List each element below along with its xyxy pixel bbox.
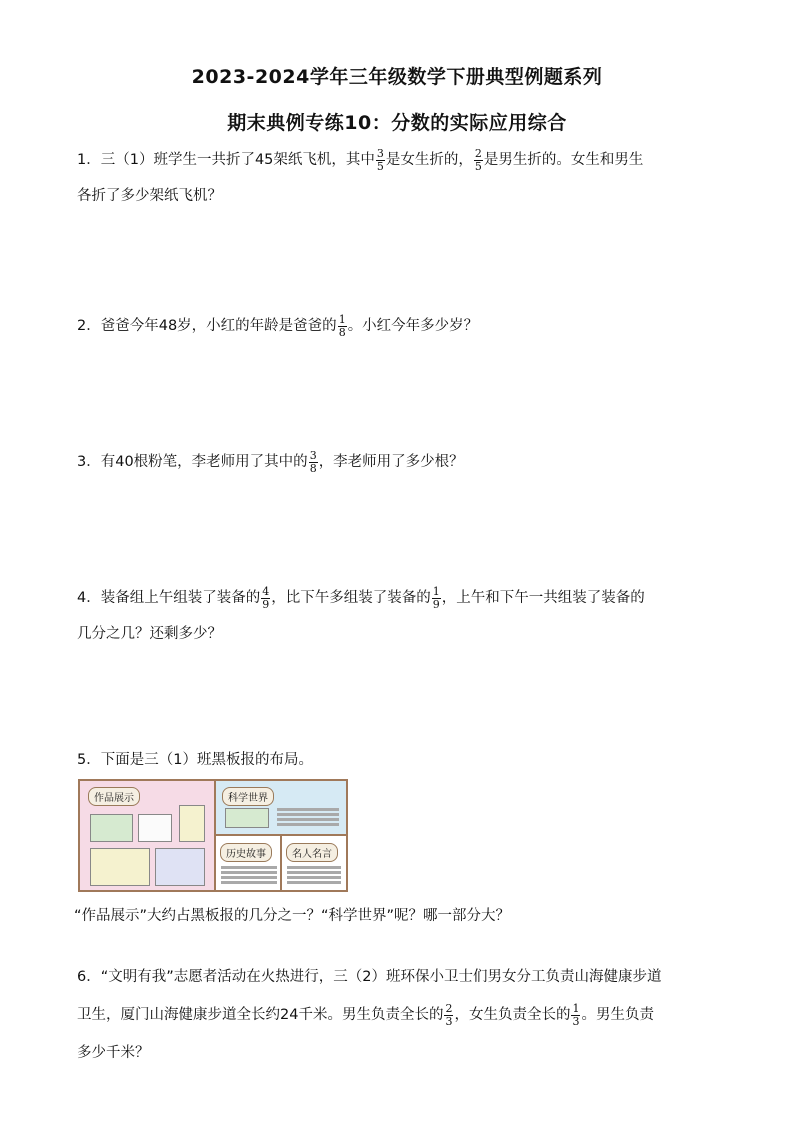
fraction: $\frac{3}{8}$ (309, 448, 317, 475)
fraction: $\frac{1}{8}$ (338, 312, 346, 339)
question-1-line-1: 1．三（1）班学生一共折了45架纸飞机，其中 $\frac{3}{5}$ 是女生折的， $\frac{2}{5}$ 是男生折的。女生和男生 (77, 146, 644, 173)
question-5-intro: 5．下面是三（1）班黑板报的布局。 (77, 752, 313, 768)
question-6 (77, 958, 727, 1072)
text-lines (277, 808, 339, 828)
question-4-line-2: 几分之几？还剩多少？ (77, 626, 222, 642)
fraction: $\frac{2}{5}$ (474, 146, 482, 173)
history-stories-tag: 历史故事 (220, 843, 272, 862)
question-3: 3．有40根粉笔，李老师用了其中的 $\frac{3}{8}$ ，李老师用了多少根？ (77, 448, 464, 475)
fraction: $\frac{2}{3}$ (445, 1001, 453, 1028)
document-subtitle: 期末典例专练10：分数的实际应用综合 (227, 112, 567, 134)
display-block (138, 814, 172, 842)
famous-quotes-panel (282, 836, 346, 890)
famous-quotes-tag: 名人名言 (286, 843, 338, 862)
science-world-panel (216, 781, 346, 836)
question-2: 2．爸爸今年48岁，小红的年龄是爸爸的 $\frac{1}{8}$ 。小红今年多少岁？ (77, 312, 479, 339)
works-display-panel (80, 781, 216, 890)
question-6-line-3: 多少千米？ (77, 1045, 150, 1061)
science-block (225, 808, 269, 828)
display-block (179, 805, 205, 842)
fraction: $\frac{4}{9}$ (262, 584, 270, 611)
question-6-line-1: 6．“文明有我”志愿者活动在火热进行，三（2）班环保小卫士们男女分工负责山海健康步道 (77, 969, 662, 985)
fraction: $\frac{3}{5}$ (376, 146, 384, 173)
display-block (90, 848, 150, 886)
blackboard-layout-diagram (78, 779, 348, 892)
works-display-tag: 作品展示 (88, 787, 140, 806)
question-1-line-2: 各折了多少架纸飞机？ (77, 188, 222, 204)
text-lines (287, 866, 341, 886)
science-world-tag: 科学世界 (222, 787, 274, 806)
question-1 (77, 142, 727, 214)
history-stories-panel (216, 836, 282, 890)
question-6-line-2: 卫生，厦门山海健康步道全长约24千米。男生负责全长的 $\frac{2}{3}$ ，女生负责全长的 $\frac{1}{3}$ 。男生负责 (77, 1001, 654, 1028)
display-block (155, 848, 205, 886)
fraction: $\frac{1}{3}$ (572, 1001, 580, 1028)
text-lines (221, 866, 277, 886)
display-block (90, 814, 133, 842)
question-4 (77, 580, 727, 652)
question-4-line-1: 4．装备组上午组装了装备的 $\frac{4}{9}$ ，比下午多组装了装备的 $\frac{1}{9}$ ，上午和下午一共组装了装备的 (77, 584, 645, 611)
fraction: $\frac{1}{9}$ (432, 584, 440, 611)
question-5-question: “作品展示”大约占黑板报的几分之一？“科学世界”呢？哪一部分大？ (74, 908, 511, 924)
document-title: 2023-2024学年三年级数学下册典型例题系列 (191, 66, 603, 88)
